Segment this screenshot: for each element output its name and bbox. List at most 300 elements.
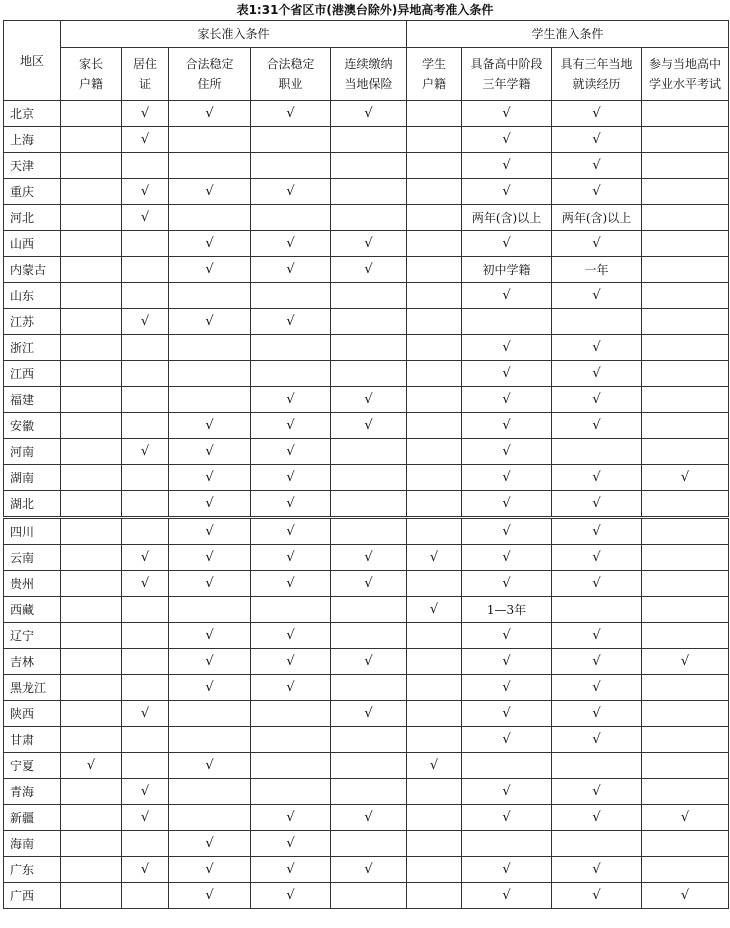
region-cell: 河南 bbox=[4, 439, 61, 465]
condition-cell bbox=[407, 518, 462, 545]
table-row bbox=[4, 257, 729, 283]
condition-cell bbox=[331, 309, 407, 335]
condition-cell bbox=[122, 597, 169, 623]
condition-cell: √ bbox=[552, 387, 642, 413]
condition-cell bbox=[251, 701, 331, 727]
condition-cell bbox=[331, 831, 407, 857]
condition-cell bbox=[642, 857, 729, 883]
condition-cell bbox=[331, 727, 407, 753]
condition-cell bbox=[642, 127, 729, 153]
condition-cell: √ bbox=[407, 545, 462, 571]
condition-cell: √ bbox=[462, 283, 552, 309]
condition-cell bbox=[642, 413, 729, 439]
condition-cell: √ bbox=[251, 805, 331, 831]
condition-cell bbox=[61, 283, 122, 309]
condition-cell bbox=[122, 413, 169, 439]
table-row bbox=[4, 597, 729, 623]
table-row bbox=[4, 335, 729, 361]
condition-cell: √ bbox=[552, 127, 642, 153]
condition-cell bbox=[122, 831, 169, 857]
condition-cell bbox=[122, 361, 169, 387]
table-row bbox=[4, 309, 729, 335]
condition-cell: √ bbox=[552, 649, 642, 675]
col-header-social-insurance: 连续缴纳 当地保险 bbox=[331, 48, 407, 101]
condition-cell bbox=[642, 257, 729, 283]
table-row bbox=[4, 283, 729, 309]
condition-cell bbox=[331, 597, 407, 623]
condition-cell: √ bbox=[552, 361, 642, 387]
condition-cell: √ bbox=[169, 465, 251, 491]
condition-cell bbox=[61, 387, 122, 413]
condition-cell: √ bbox=[462, 805, 552, 831]
condition-cell: √ bbox=[552, 805, 642, 831]
condition-cell: √ bbox=[251, 649, 331, 675]
condition-cell bbox=[407, 649, 462, 675]
condition-cell: √ bbox=[122, 701, 169, 727]
condition-cell: √ bbox=[169, 883, 251, 909]
condition-cell: √ bbox=[331, 701, 407, 727]
condition-cell: √ bbox=[552, 727, 642, 753]
table-title: 表1:31个省区市(港澳台除外)异地高考准入条件 bbox=[236, 3, 494, 17]
table-row bbox=[4, 571, 729, 597]
table-row bbox=[4, 649, 729, 675]
condition-cell: √ bbox=[169, 831, 251, 857]
condition-cell: √ bbox=[552, 779, 642, 805]
condition-cell: √ bbox=[251, 571, 331, 597]
region-cell: 云南 bbox=[4, 545, 61, 571]
condition-cell bbox=[407, 309, 462, 335]
condition-cell bbox=[642, 623, 729, 649]
col-header-residence-permit: 居住 证 bbox=[122, 48, 169, 101]
condition-cell: 一年 bbox=[552, 257, 642, 283]
condition-cell bbox=[61, 779, 122, 805]
table-row bbox=[4, 361, 729, 387]
condition-cell: √ bbox=[122, 805, 169, 831]
condition-cell bbox=[251, 361, 331, 387]
condition-cell bbox=[642, 571, 729, 597]
condition-cell: √ bbox=[169, 571, 251, 597]
condition-cell bbox=[169, 779, 251, 805]
table-row bbox=[4, 623, 729, 649]
condition-cell bbox=[61, 545, 122, 571]
condition-cell bbox=[462, 831, 552, 857]
region-cell: 山东 bbox=[4, 283, 61, 309]
condition-cell bbox=[169, 205, 251, 231]
condition-cell: √ bbox=[552, 571, 642, 597]
condition-cell: √ bbox=[251, 387, 331, 413]
col-header-stable-residence: 合法稳定 住所 bbox=[169, 48, 251, 101]
condition-cell bbox=[642, 153, 729, 179]
condition-cell: 初中学籍 bbox=[462, 257, 552, 283]
condition-cell bbox=[407, 283, 462, 309]
condition-cell bbox=[122, 283, 169, 309]
condition-cell: √ bbox=[122, 571, 169, 597]
condition-cell bbox=[169, 727, 251, 753]
condition-cell bbox=[251, 727, 331, 753]
condition-cell bbox=[642, 361, 729, 387]
condition-cell bbox=[251, 597, 331, 623]
condition-cell bbox=[61, 623, 122, 649]
table-row bbox=[4, 491, 729, 518]
condition-cell bbox=[122, 153, 169, 179]
condition-cell bbox=[331, 439, 407, 465]
condition-cell bbox=[552, 753, 642, 779]
condition-cell bbox=[552, 309, 642, 335]
condition-cell bbox=[169, 361, 251, 387]
condition-cell: √ bbox=[169, 753, 251, 779]
condition-cell bbox=[642, 231, 729, 257]
condition-cell bbox=[407, 779, 462, 805]
region-cell: 湖北 bbox=[4, 491, 61, 518]
condition-cell: √ bbox=[251, 439, 331, 465]
condition-cell: √ bbox=[251, 675, 331, 701]
condition-cell: √ bbox=[251, 179, 331, 205]
condition-cell: √ bbox=[331, 571, 407, 597]
condition-cell bbox=[61, 309, 122, 335]
condition-cell: √ bbox=[462, 571, 552, 597]
table-row bbox=[4, 439, 729, 465]
condition-cell: √ bbox=[462, 779, 552, 805]
condition-cell: √ bbox=[642, 465, 729, 491]
condition-cell: √ bbox=[251, 413, 331, 439]
condition-cell bbox=[407, 831, 462, 857]
condition-cell: √ bbox=[407, 597, 462, 623]
condition-cell bbox=[61, 831, 122, 857]
table-row bbox=[4, 831, 729, 857]
condition-cell bbox=[122, 387, 169, 413]
condition-cell bbox=[331, 753, 407, 779]
condition-cell bbox=[61, 439, 122, 465]
condition-cell bbox=[251, 335, 331, 361]
table-row bbox=[4, 675, 729, 701]
table-row bbox=[4, 179, 729, 205]
condition-cell bbox=[61, 153, 122, 179]
condition-cell bbox=[642, 779, 729, 805]
condition-cell: √ bbox=[462, 857, 552, 883]
region-cell: 广东 bbox=[4, 857, 61, 883]
condition-cell bbox=[331, 779, 407, 805]
col-header-stable-job: 合法稳定 职业 bbox=[251, 48, 331, 101]
condition-cell bbox=[169, 597, 251, 623]
condition-cell: √ bbox=[251, 257, 331, 283]
condition-cell bbox=[331, 179, 407, 205]
condition-cell: √ bbox=[462, 675, 552, 701]
region-cell: 江西 bbox=[4, 361, 61, 387]
condition-cell: √ bbox=[251, 518, 331, 545]
condition-cell: √ bbox=[169, 257, 251, 283]
condition-cell bbox=[61, 883, 122, 909]
condition-cell: √ bbox=[331, 857, 407, 883]
condition-cell: √ bbox=[331, 101, 407, 127]
col-header-student-hukou: 学生 户籍 bbox=[407, 48, 462, 101]
condition-cell bbox=[552, 597, 642, 623]
condition-cell bbox=[122, 753, 169, 779]
condition-cell: √ bbox=[169, 413, 251, 439]
condition-cell bbox=[407, 701, 462, 727]
condition-cell: √ bbox=[122, 857, 169, 883]
table-row bbox=[4, 127, 729, 153]
condition-cell bbox=[122, 649, 169, 675]
condition-cell bbox=[122, 675, 169, 701]
condition-cell bbox=[169, 387, 251, 413]
condition-cell: √ bbox=[552, 545, 642, 571]
col-header-school-registration: 具备高中阶段 三年学籍 bbox=[462, 48, 552, 101]
condition-cell: √ bbox=[251, 857, 331, 883]
condition-cell: √ bbox=[462, 518, 552, 545]
condition-cell: √ bbox=[552, 101, 642, 127]
student-conditions-header: 学生准入条件 bbox=[407, 21, 729, 48]
table-row bbox=[4, 101, 729, 127]
region-cell: 新疆 bbox=[4, 805, 61, 831]
condition-cell bbox=[407, 335, 462, 361]
region-cell: 宁夏 bbox=[4, 753, 61, 779]
condition-cell: √ bbox=[462, 361, 552, 387]
condition-cell bbox=[407, 127, 462, 153]
table-row bbox=[4, 413, 729, 439]
condition-cell: √ bbox=[169, 491, 251, 518]
region-cell: 山西 bbox=[4, 231, 61, 257]
condition-cell bbox=[407, 231, 462, 257]
condition-cell bbox=[61, 597, 122, 623]
condition-cell bbox=[61, 805, 122, 831]
condition-cell bbox=[61, 675, 122, 701]
table-row bbox=[4, 701, 729, 727]
condition-cell: √ bbox=[169, 857, 251, 883]
condition-cell bbox=[61, 857, 122, 883]
condition-cell bbox=[122, 883, 169, 909]
condition-cell: √ bbox=[462, 465, 552, 491]
table-row bbox=[4, 518, 729, 545]
region-cell: 吉林 bbox=[4, 649, 61, 675]
condition-cell: √ bbox=[462, 883, 552, 909]
condition-cell: √ bbox=[122, 179, 169, 205]
condition-cell bbox=[251, 283, 331, 309]
condition-cell: √ bbox=[251, 491, 331, 518]
condition-cell: √ bbox=[462, 179, 552, 205]
condition-cell: √ bbox=[251, 309, 331, 335]
condition-cell: √ bbox=[642, 805, 729, 831]
condition-cell bbox=[407, 179, 462, 205]
region-cell: 四川 bbox=[4, 518, 61, 545]
condition-cell bbox=[331, 335, 407, 361]
condition-cell bbox=[642, 309, 729, 335]
condition-cell bbox=[642, 545, 729, 571]
condition-cell: √ bbox=[462, 387, 552, 413]
condition-cell: √ bbox=[552, 465, 642, 491]
region-header: 地区 bbox=[4, 21, 61, 101]
condition-cell: √ bbox=[462, 545, 552, 571]
condition-cell bbox=[642, 179, 729, 205]
condition-cell: √ bbox=[331, 649, 407, 675]
condition-cell bbox=[552, 439, 642, 465]
table-row bbox=[4, 387, 729, 413]
condition-cell bbox=[407, 413, 462, 439]
condition-cell: √ bbox=[462, 727, 552, 753]
table-row bbox=[4, 153, 729, 179]
condition-cell bbox=[61, 101, 122, 127]
table-row bbox=[4, 727, 729, 753]
condition-cell bbox=[331, 883, 407, 909]
region-cell: 贵州 bbox=[4, 571, 61, 597]
condition-cell bbox=[642, 387, 729, 413]
region-cell: 辽宁 bbox=[4, 623, 61, 649]
condition-cell bbox=[331, 465, 407, 491]
condition-cell: √ bbox=[122, 439, 169, 465]
condition-cell: √ bbox=[122, 205, 169, 231]
region-cell: 上海 bbox=[4, 127, 61, 153]
condition-cell: √ bbox=[169, 101, 251, 127]
condition-cell bbox=[61, 413, 122, 439]
condition-cell bbox=[642, 491, 729, 518]
region-cell: 浙江 bbox=[4, 335, 61, 361]
condition-cell bbox=[642, 101, 729, 127]
region-cell: 重庆 bbox=[4, 179, 61, 205]
condition-cell bbox=[642, 518, 729, 545]
condition-cell bbox=[122, 518, 169, 545]
region-cell: 广西 bbox=[4, 883, 61, 909]
col-header-local-study: 具有三年当地 就读经历 bbox=[552, 48, 642, 101]
condition-cell: √ bbox=[462, 649, 552, 675]
condition-cell bbox=[61, 518, 122, 545]
condition-cell bbox=[642, 205, 729, 231]
condition-cell bbox=[331, 127, 407, 153]
condition-cell: √ bbox=[251, 831, 331, 857]
condition-cell: √ bbox=[462, 153, 552, 179]
condition-cell: √ bbox=[61, 753, 122, 779]
table-row bbox=[4, 465, 729, 491]
condition-cell: √ bbox=[251, 883, 331, 909]
condition-cell: √ bbox=[462, 491, 552, 518]
condition-cell bbox=[642, 831, 729, 857]
condition-cell bbox=[642, 335, 729, 361]
condition-cell bbox=[331, 205, 407, 231]
condition-cell: √ bbox=[331, 413, 407, 439]
condition-cell: √ bbox=[169, 623, 251, 649]
condition-cell: √ bbox=[169, 439, 251, 465]
table-row bbox=[4, 545, 729, 571]
condition-cell bbox=[61, 701, 122, 727]
condition-cell: 1—3年 bbox=[462, 597, 552, 623]
region-cell: 江苏 bbox=[4, 309, 61, 335]
condition-cell: √ bbox=[407, 753, 462, 779]
condition-cell bbox=[407, 439, 462, 465]
condition-cell bbox=[642, 753, 729, 779]
condition-cell: √ bbox=[331, 387, 407, 413]
condition-cell bbox=[642, 283, 729, 309]
condition-cell bbox=[122, 727, 169, 753]
condition-cell bbox=[407, 727, 462, 753]
condition-cell bbox=[407, 857, 462, 883]
condition-cell bbox=[407, 153, 462, 179]
condition-cell bbox=[331, 623, 407, 649]
condition-cell bbox=[642, 727, 729, 753]
table-row bbox=[4, 883, 729, 909]
table-row bbox=[4, 857, 729, 883]
condition-cell: √ bbox=[552, 231, 642, 257]
condition-cell: √ bbox=[122, 545, 169, 571]
condition-cell bbox=[61, 361, 122, 387]
region-cell: 内蒙古 bbox=[4, 257, 61, 283]
condition-cell bbox=[331, 361, 407, 387]
condition-cell: √ bbox=[462, 413, 552, 439]
condition-cell bbox=[331, 283, 407, 309]
condition-cell bbox=[642, 439, 729, 465]
condition-cell bbox=[407, 387, 462, 413]
condition-cell: √ bbox=[169, 675, 251, 701]
condition-cell bbox=[642, 701, 729, 727]
condition-cell: √ bbox=[122, 101, 169, 127]
condition-cell bbox=[251, 205, 331, 231]
condition-cell bbox=[407, 623, 462, 649]
condition-cell bbox=[331, 518, 407, 545]
condition-cell bbox=[462, 753, 552, 779]
condition-cell: √ bbox=[552, 283, 642, 309]
condition-cell bbox=[169, 335, 251, 361]
region-cell: 甘肃 bbox=[4, 727, 61, 753]
region-cell: 青海 bbox=[4, 779, 61, 805]
condition-cell bbox=[61, 649, 122, 675]
condition-cell bbox=[407, 883, 462, 909]
table-row bbox=[4, 805, 729, 831]
condition-cell bbox=[407, 465, 462, 491]
condition-cell: √ bbox=[552, 413, 642, 439]
condition-cell: √ bbox=[331, 257, 407, 283]
condition-cell: √ bbox=[169, 518, 251, 545]
condition-cell bbox=[407, 361, 462, 387]
condition-cell: √ bbox=[462, 623, 552, 649]
condition-cell: √ bbox=[462, 439, 552, 465]
condition-cell bbox=[331, 153, 407, 179]
region-cell: 西藏 bbox=[4, 597, 61, 623]
condition-cell bbox=[61, 571, 122, 597]
condition-cell bbox=[122, 231, 169, 257]
condition-cell bbox=[407, 571, 462, 597]
condition-cell: √ bbox=[552, 491, 642, 518]
condition-cell: √ bbox=[552, 701, 642, 727]
table-row bbox=[4, 205, 729, 231]
condition-cell: √ bbox=[169, 545, 251, 571]
condition-cell: √ bbox=[331, 545, 407, 571]
condition-cell bbox=[169, 127, 251, 153]
condition-cell: 两年(含)以上 bbox=[462, 205, 552, 231]
condition-cell bbox=[169, 283, 251, 309]
condition-cell: √ bbox=[462, 127, 552, 153]
condition-cell bbox=[61, 257, 122, 283]
condition-cell bbox=[169, 805, 251, 831]
condition-cell: √ bbox=[251, 545, 331, 571]
parent-conditions-header: 家长准入条件 bbox=[61, 21, 407, 48]
condition-cell bbox=[251, 779, 331, 805]
condition-cell: √ bbox=[552, 883, 642, 909]
condition-cell bbox=[251, 127, 331, 153]
condition-cell: √ bbox=[552, 518, 642, 545]
table-row bbox=[4, 231, 729, 257]
condition-cell: √ bbox=[462, 701, 552, 727]
table-body bbox=[4, 101, 729, 909]
condition-cell: √ bbox=[169, 231, 251, 257]
condition-cell: √ bbox=[169, 649, 251, 675]
col-header-proficiency-exam: 参与当地高中 学业水平考试 bbox=[642, 48, 729, 101]
condition-cell: √ bbox=[169, 309, 251, 335]
admission-conditions-table bbox=[3, 20, 729, 909]
condition-cell bbox=[169, 153, 251, 179]
condition-cell: √ bbox=[251, 231, 331, 257]
condition-cell: √ bbox=[462, 335, 552, 361]
condition-cell bbox=[552, 831, 642, 857]
condition-cell bbox=[407, 205, 462, 231]
condition-cell bbox=[331, 675, 407, 701]
condition-cell: √ bbox=[552, 153, 642, 179]
